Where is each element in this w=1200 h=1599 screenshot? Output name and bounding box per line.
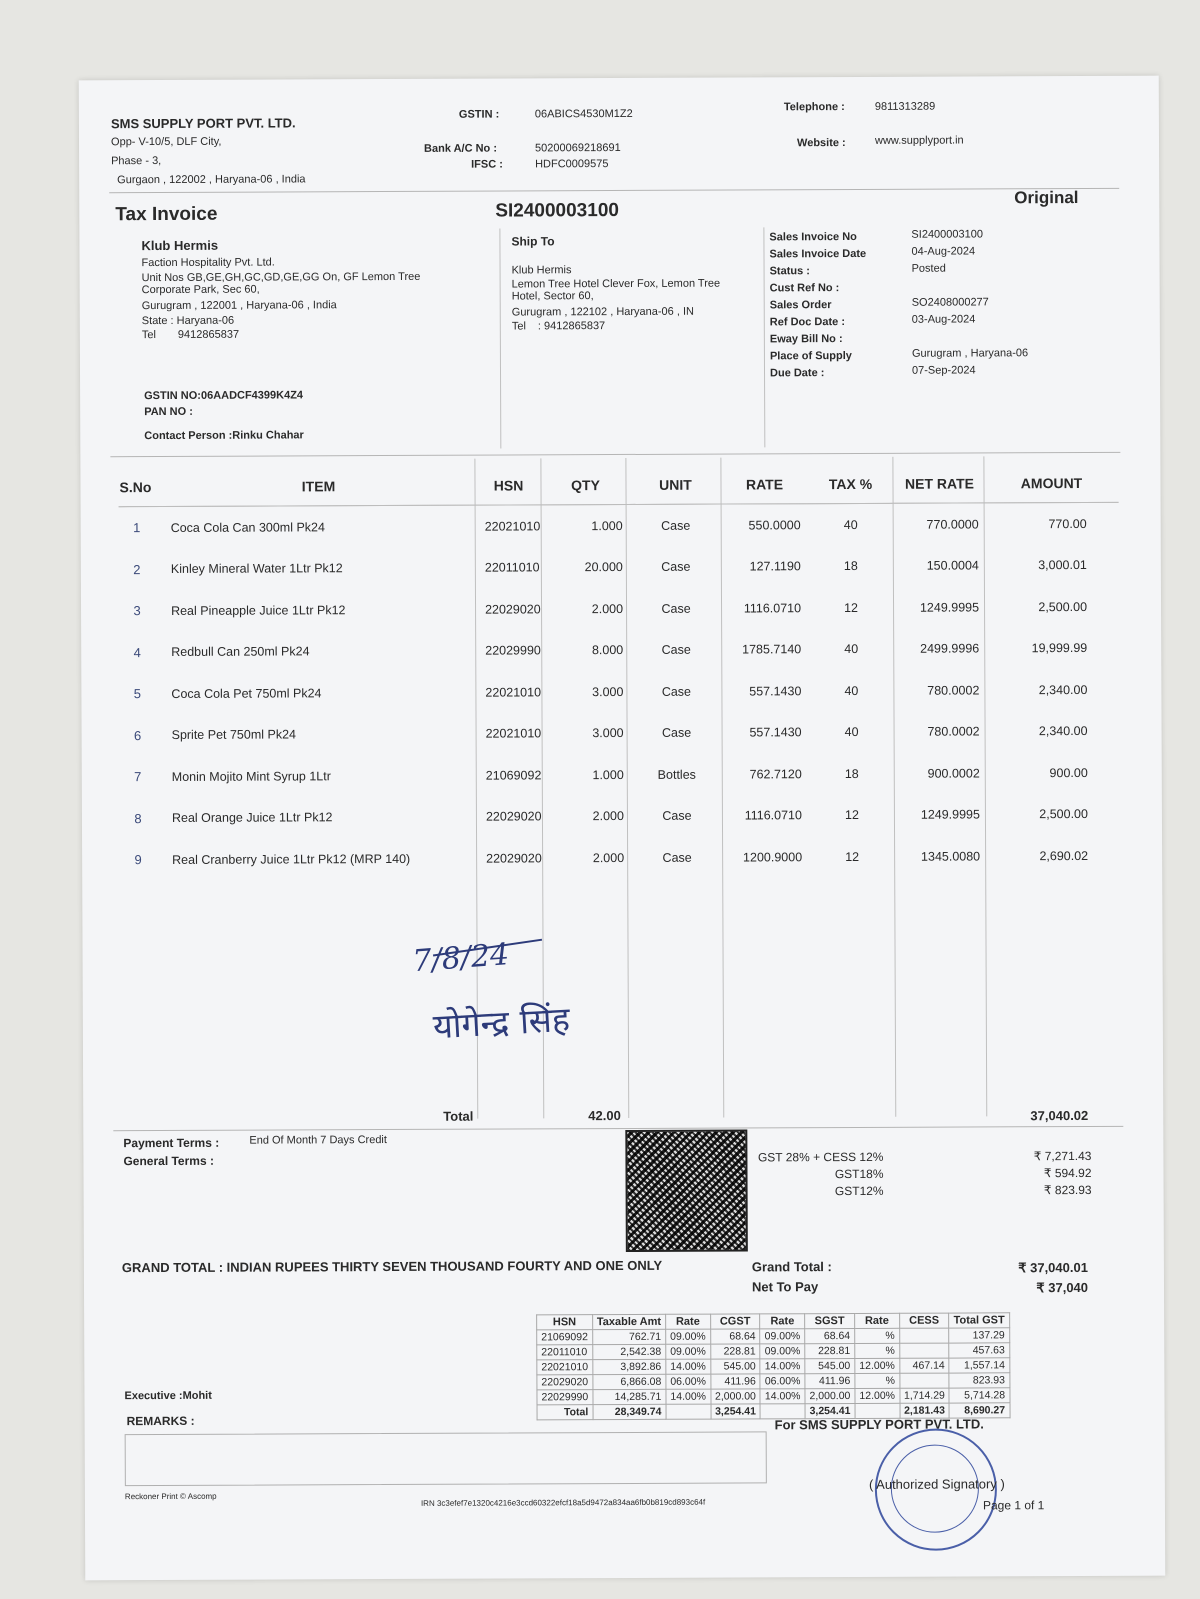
item-cell-qty: 1.000: [591, 518, 623, 533]
tax-total-cell: Total: [537, 1405, 593, 1420]
meta-value: SI2400003100: [911, 228, 984, 241]
item-cell-unit: Case: [661, 684, 692, 699]
item-cell-hsn: 22021010: [485, 726, 542, 741]
irn: IRN 3c3efef7e1320c4216e3ccd60322efcf18a5d9472a834aa6fb0b819cd893c64f: [420, 1497, 706, 1508]
tax-cell: 467.14: [899, 1358, 949, 1373]
item-cell-amount: 900.00: [1049, 765, 1088, 780]
meta-label: Due Date :: [769, 367, 825, 380]
item-cell-net: 780.0002: [927, 724, 980, 739]
item-cell-unit: Case: [661, 642, 691, 658]
tax-cell: 228.81: [710, 1344, 760, 1359]
meta-label: Sales Invoice Date: [769, 247, 867, 261]
tax-cell: 14.00%: [760, 1389, 805, 1404]
tax-cell: 09.00%: [760, 1344, 805, 1359]
party-divider-1: [499, 229, 501, 449]
item-sno: 2: [133, 561, 141, 577]
tax-col-header: HSN: [537, 1315, 593, 1330]
meta-value: [912, 328, 1112, 346]
website-label: Website :: [796, 137, 846, 150]
item-sno: 6: [133, 727, 142, 743]
item-cell-net: 150.0004: [926, 558, 979, 573]
item-cell-sno: [119, 590, 163, 632]
tax-cell: [899, 1343, 949, 1358]
tax-col-header: Rate: [760, 1314, 805, 1329]
item-cell-tax: 40: [843, 517, 858, 532]
tax-cell: [899, 1373, 949, 1388]
website-value: www.supplyport.in: [874, 134, 964, 147]
item-cell-unit: Bottles: [657, 767, 696, 782]
item-cell-item: Redbull Can 250ml Pk24: [171, 644, 310, 660]
items-table: [118, 464, 1120, 881]
item-cell-qty: 2.000: [591, 601, 624, 616]
item-sno: 7: [134, 769, 142, 785]
item-cell-sno: [119, 673, 163, 715]
tax-cell: 2,000.00: [710, 1389, 760, 1404]
meta-value: SO2408000277: [911, 296, 989, 309]
item-row: [120, 793, 1120, 839]
total-amount: 37,040.02: [1030, 1107, 1089, 1124]
item-cell-rate: 1200.9000: [743, 849, 803, 865]
item-cell-unit: Case: [661, 601, 691, 616]
tax-cell: 12.00%: [855, 1358, 900, 1373]
item-cell-net: 770.0000: [926, 517, 979, 532]
item-row: [119, 544, 1119, 590]
item-sno: 5: [133, 686, 142, 702]
doc-title: Tax Invoice: [115, 203, 218, 226]
item-cell-sno: [120, 839, 164, 881]
col-header-item: ITEM: [162, 467, 474, 507]
item-cell-amount: 2,340.00: [1038, 682, 1088, 697]
item-cell-sno: [120, 714, 164, 756]
tax-cell: 411.96: [710, 1374, 760, 1389]
tax-cell: 762.71: [592, 1329, 665, 1344]
item-cell-qty: 3.000: [592, 684, 624, 699]
grand-total-label: Grand Total :: [751, 1259, 832, 1275]
invoice-meta-labels: [769, 229, 915, 383]
bill-to-line-2: Unit Nos GB,GE,GH,GC,GD,GE,GG On, GF Lemon Tree: [141, 270, 421, 285]
tax-total-cell: 3,254.41: [805, 1403, 855, 1418]
bank-label: Bank A/C No :: [424, 142, 497, 155]
page-number: Page 1 of 1: [982, 1498, 1045, 1513]
tax-cell: 457.63: [949, 1343, 1009, 1358]
meta-value: 07-Sep-2024: [911, 364, 976, 377]
tax-cell: 411.96: [805, 1373, 855, 1388]
item-cell-tax: 18: [843, 559, 858, 574]
tax-cell: [899, 1328, 949, 1343]
bill-to-line-1: Faction Hospitality Pvt. Ltd.: [141, 256, 275, 270]
bill-to-state: State : Haryana-06: [141, 314, 235, 328]
item-cell-sno: [120, 797, 164, 839]
tax-cell: 09.00%: [666, 1344, 711, 1359]
gst-summary-label: GST12%: [834, 1183, 884, 1199]
tax-col-header: Taxable Amt: [592, 1314, 665, 1329]
tax-cell: 5,714.28: [949, 1388, 1009, 1403]
header-divider: [109, 188, 1119, 193]
gst-summary-label: GST 28% + CESS 12%: [757, 1149, 884, 1165]
item-cell-unit: Case: [661, 725, 692, 741]
tax-cell: 09.00%: [666, 1329, 711, 1344]
item-cell-tax: 12: [844, 808, 859, 823]
bill-to-tel-label: Tel: [141, 329, 156, 342]
tax-cell: 21069092: [537, 1330, 593, 1345]
ship-to-label: Ship To: [511, 234, 555, 249]
tax-cell: 14.00%: [760, 1359, 805, 1374]
handwritten-signature: योगेन्द्र सिंह: [431, 999, 571, 1048]
tax-cell: 545.00: [710, 1359, 760, 1374]
gst-summary-value: ₹ 823.93: [1043, 1182, 1092, 1198]
ship-to-line-3: Gurugram , 122102 , Haryana-06 , IN: [511, 305, 694, 319]
item-cell-hsn: 22021010: [484, 519, 541, 534]
meta-value: 04-Aug-2024: [911, 245, 976, 258]
tax-cell: %: [855, 1343, 900, 1358]
gst-summary-labels: [753, 1149, 883, 1201]
bill-to-name: Klub Hermis: [141, 237, 219, 254]
col-header-sno: S.No: [118, 468, 162, 507]
tax-cell: 2,000.00: [805, 1388, 855, 1403]
hsn-tax-table: [536, 1312, 1010, 1420]
tax-cell: 22021010: [537, 1360, 593, 1375]
meta-label: Eway Bill No :: [769, 333, 843, 346]
meta-value: Posted: [911, 262, 946, 275]
item-cell-hsn: 22011010: [484, 560, 540, 575]
executive: Executive :Mohit: [124, 1389, 212, 1403]
item-cell-amount: 770.00: [1048, 516, 1087, 531]
tax-cell: %: [855, 1328, 900, 1343]
company-address-1: Opp- V-10/5, DLF City,: [110, 135, 222, 149]
handwritten-date: 7/8/24: [411, 937, 511, 980]
item-cell-tax: 18: [844, 766, 859, 781]
tax-cell: 68.64: [805, 1328, 855, 1343]
item-cell-qty: 3.000: [592, 726, 624, 741]
item-row: [119, 586, 1119, 632]
tax-cell: 68.64: [710, 1329, 760, 1344]
col-header-net-rate: NET RATE: [894, 464, 984, 503]
party-divider-2: [763, 227, 765, 447]
tax-col-header: CGST: [710, 1314, 760, 1329]
col-header-amount: AMOUNT: [984, 464, 1118, 503]
reckoner-credit: Reckoner Print © Ascomp: [124, 1491, 217, 1502]
item-cell-hsn: 22029020: [485, 809, 542, 824]
item-cell-rate: 1785.7140: [742, 642, 802, 657]
item-cell-amount: 2,690.02: [1039, 848, 1089, 863]
bill-to-gstin: GSTIN NO:06AADCF4399K4Z4: [144, 389, 304, 403]
meta-value: 03-Aug-2024: [911, 313, 976, 326]
item-cell-unit: Case: [661, 559, 691, 575]
gst-summary-value: ₹ 7,271.43: [1033, 1148, 1092, 1164]
gst-summary-values: [983, 1148, 1091, 1199]
item-cell-hsn: 22029020: [486, 851, 542, 866]
item-row: [120, 835, 1120, 881]
tax-cell: 228.81: [805, 1343, 855, 1358]
tax-total-cell: 8,690.27: [949, 1403, 1009, 1418]
bank-value: 50200069218691: [535, 141, 621, 155]
item-cell-amount: 19,999.99: [1031, 641, 1088, 656]
item-cell-sno: [119, 549, 163, 591]
total-label: Total: [443, 1108, 474, 1124]
tax-total-cell: [666, 1404, 711, 1419]
item-cell-hsn: 22029020: [485, 602, 541, 617]
tax-cell: 137.29: [949, 1328, 1009, 1343]
meta-label: Sales Invoice No: [769, 230, 857, 244]
items-top-line: [110, 452, 1120, 457]
company-address-3: Gurgaon , 122002 , Haryana-06 , India: [117, 173, 306, 187]
remarks-box: [125, 1431, 767, 1486]
net-to-pay-label: Net To Pay: [751, 1279, 819, 1295]
gst-summary-value: ₹ 594.92: [1043, 1165, 1092, 1181]
ship-to-tel-label: Tel: [511, 320, 526, 333]
tax-cell: 22029990: [537, 1390, 593, 1405]
bill-to-tel: 9412865837: [177, 328, 240, 341]
item-cell-item: Real Pineapple Juice 1Ltr Pk12: [171, 602, 346, 618]
doc-number: SI2400003100: [495, 200, 619, 222]
meta-value: Gurugram , Haryana-06: [911, 347, 1029, 360]
item-cell-item: Coca Cola Can 300ml Pk24: [170, 520, 325, 535]
payment-terms-value: End Of Month 7 Days Credit: [249, 1134, 387, 1147]
item-cell-qty: 2.000: [592, 850, 625, 865]
item-cell-tax: 40: [844, 725, 859, 740]
tax-cell: %: [855, 1373, 900, 1388]
tax-cell: 14,285.71: [593, 1389, 666, 1404]
item-sno: 9: [134, 852, 142, 868]
item-cell-item: Real Orange Juice 1Ltr Pk12: [171, 810, 333, 826]
tax-col-header: CESS: [899, 1313, 949, 1328]
tax-cell: 6,866.08: [593, 1374, 666, 1389]
item-cell-rate: 557.1430: [749, 683, 802, 699]
tax-col-header: Rate: [666, 1314, 711, 1329]
gstin-value: 06ABICS4530M1Z2: [534, 107, 633, 121]
meta-label: Cust Ref No :: [769, 282, 840, 295]
invoice-page: [79, 76, 1166, 1581]
tax-cell: 12.00%: [855, 1388, 900, 1403]
authorized-signatory: ( Authorized Signatory ): [868, 1476, 1005, 1492]
item-sno: 4: [133, 644, 141, 660]
item-cell-amount: 2,500.00: [1038, 599, 1088, 614]
total-line: [113, 1126, 1123, 1131]
item-cell-tax: 12: [845, 849, 860, 864]
item-cell-item: Real Cranberry Juice 1Ltr Pk12 (MRP 140): [172, 851, 411, 867]
tax-cell: 823.93: [949, 1373, 1009, 1388]
col-header-rate: RATE: [722, 465, 806, 504]
tax-cell: 06.00%: [666, 1374, 711, 1389]
ship-to-name: Klub Hermis: [511, 264, 572, 277]
item-cell-rate: 557.1430: [749, 725, 802, 740]
gst-summary-label: GST18%: [834, 1166, 884, 1182]
item-cell-net: 1345.0080: [921, 849, 981, 864]
col-header-tax: TAX %: [806, 465, 894, 504]
item-cell-qty: 20.000: [584, 560, 623, 575]
grand-total-value: ₹ 37,040.01: [1018, 1259, 1088, 1276]
tax-cell: 14.00%: [666, 1359, 711, 1374]
tax-total-cell: 28,349.74: [593, 1404, 666, 1419]
item-cell-amount: 2,500.00: [1039, 807, 1088, 822]
item-cell-item: Monin Mojito Mint Syrup 1Ltr: [171, 769, 331, 784]
item-cell-qty: 2.000: [592, 809, 624, 824]
meta-value: [912, 277, 1112, 295]
item-cell-hsn: 22029990: [485, 643, 541, 658]
item-cell-unit: Case: [662, 808, 692, 824]
item-cell-unit: Case: [661, 518, 691, 533]
item-cell-net: 900.0002: [927, 766, 980, 781]
item-cell-sno: [119, 507, 163, 549]
bill-to-contact: Contact Person :Rinku Chahar: [144, 429, 304, 443]
item-cell-tax: 40: [844, 683, 859, 698]
item-cell-tax: 40: [844, 642, 859, 657]
meta-label: Ref Doc Date :: [769, 316, 846, 329]
col-header-hsn: HSN: [474, 466, 542, 505]
telephone-label: Telephone :: [783, 101, 845, 114]
tax-col-header: Total GST: [949, 1313, 1009, 1328]
tax-cell: 2,542.38: [592, 1344, 665, 1359]
tax-cell: 1,557.14: [949, 1358, 1009, 1373]
item-cell-rate: 1116.0710: [744, 808, 802, 823]
meta-label: Status :: [769, 265, 810, 278]
item-cell-unit: Case: [662, 850, 692, 865]
tax-cell: 3,892.86: [593, 1359, 666, 1374]
ship-to-tel: : 9412865837: [537, 320, 606, 333]
items-header-row: [118, 464, 1118, 507]
tax-cell: 09.00%: [760, 1329, 805, 1344]
col-header-qty: QTY: [542, 466, 628, 505]
item-cell-item: Coca Cola Pet 750ml Pk24: [171, 686, 322, 701]
ifsc-label: IFSC :: [471, 158, 503, 171]
company-name: SMS SUPPLY PORT PVT. LTD.: [110, 115, 296, 132]
qr-code: [625, 1129, 748, 1252]
item-row: [119, 627, 1119, 673]
item-cell-qty: 8.000: [591, 643, 624, 658]
net-to-pay-value: ₹ 37,040: [1036, 1279, 1089, 1296]
telephone-value: 9811313289: [874, 100, 936, 113]
grand-total-words: GRAND TOTAL : INDIAN RUPEES THIRTY SEVEN THOUSAND FOURTY AND ONE ONLY: [121, 1257, 663, 1276]
item-row: [119, 502, 1119, 548]
meta-label: Place of Supply: [769, 349, 852, 363]
item-cell-qty: 1.000: [592, 767, 624, 782]
item-cell-item: Sprite Pet 750ml Pk24: [171, 727, 296, 743]
item-cell-sno: [119, 632, 163, 674]
item-cell-item: Kinley Mineral Water 1Ltr Pk12: [170, 561, 343, 577]
item-cell-net: 780.0002: [927, 683, 980, 698]
meta-label: Sales Order: [769, 299, 832, 312]
item-row: [120, 752, 1120, 798]
item-cell-net: 1249.9995: [919, 600, 980, 615]
bill-to-pan: PAN NO :: [144, 405, 193, 419]
item-cell-rate: 550.0000: [748, 517, 801, 533]
tax-col-header: SGST: [805, 1313, 855, 1328]
gstin-label: GSTIN :: [458, 108, 500, 121]
item-cell-hsn: 21069092: [485, 768, 542, 783]
ifsc-value: HDFC0009575: [535, 158, 609, 171]
doc-copy: Original: [1014, 188, 1079, 208]
tax-cell: 14.00%: [666, 1389, 711, 1404]
total-qty: 42.00: [588, 1108, 621, 1124]
item-cell-tax: 12: [844, 600, 859, 615]
for-company: For SMS SUPPLY PORT PVT. LTD.: [774, 1416, 984, 1433]
item-row: [120, 710, 1120, 756]
item-cell-net: 2499.9996: [920, 641, 980, 656]
bill-to-line-4: Gurugram , 122001 , Haryana-06 , India: [141, 299, 337, 313]
bill-to-block: [141, 237, 420, 341]
ship-to-line-1: Lemon Tree Hotel Clever Fox, Lemon Tree: [511, 277, 721, 291]
item-cell-net: 1249.9995: [920, 807, 980, 822]
tax-cell: 06.00%: [760, 1374, 805, 1389]
payment-terms-label: Payment Terms :: [123, 1135, 220, 1151]
tax-col-header: Rate: [855, 1313, 900, 1328]
tax-cell: 22011010: [537, 1345, 593, 1360]
item-cell-rate: 127.1190: [749, 559, 801, 574]
tax-cell: 22029020: [537, 1375, 593, 1390]
item-cell-amount: 2,340.00: [1038, 724, 1088, 739]
item-row: [119, 669, 1119, 715]
item-cell-rate: 762.7120: [749, 766, 802, 782]
bill-to-line-3: Corporate Park, Sec 60,: [141, 283, 260, 297]
item-sno: 3: [133, 603, 141, 619]
company-address-2: Phase - 3,: [111, 155, 162, 168]
invoice-meta-values: [911, 226, 1112, 380]
tax-cell: 545.00: [805, 1358, 855, 1373]
ship-to-line-2: Hotel, Sector 60,: [511, 290, 594, 303]
item-sno: 1: [133, 520, 141, 536]
item-sno: 8: [134, 810, 142, 826]
tax-cell: 1,714.29: [899, 1388, 949, 1403]
item-cell-hsn: 22021010: [485, 685, 542, 700]
tax-total-cell: 3,254.41: [711, 1404, 761, 1419]
item-cell-sno: [120, 756, 164, 798]
remarks-label: REMARKS :: [126, 1413, 195, 1429]
tax-total-cell: 2,181.43: [900, 1403, 950, 1418]
item-cell-amount: 3,000.01: [1038, 558, 1087, 573]
ship-to-block: [511, 234, 720, 333]
general-terms-label: General Terms :: [123, 1153, 214, 1169]
item-cell-rate: 1116.0710: [743, 600, 802, 616]
col-header-unit: UNIT: [628, 466, 722, 505]
